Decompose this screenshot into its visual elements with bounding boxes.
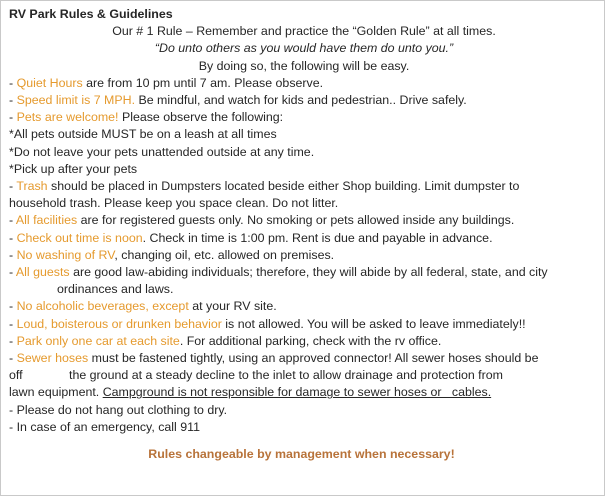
bullet-dash: - [9, 299, 17, 314]
rule-text: must be fastened tightly, using an approved connector! All sewer hoses should be [88, 351, 539, 366]
golden-rule-quote: “Do unto others as you would have them do unto you.” [154, 41, 454, 56]
pet-subrule: *Do not leave your pets unattended outside at any time. [9, 144, 315, 159]
rule-guests-continued: ordinances and laws. [57, 282, 174, 297]
rule-checkout [9, 230, 599, 247]
footer-note: Rules changeable by management when necessary! [148, 447, 455, 461]
rule-text: is not allowed. You will be asked to leave immediately!! [221, 316, 526, 331]
golden-rule-line: Our # 1 Rule – Remember and practice the “Golden Rule” at all times. [112, 24, 496, 39]
rule-sewer-hoses [9, 350, 599, 367]
rule-text: are for registered guests only. No smoking or pets allowed inside any buildings. [77, 213, 515, 228]
rule-parking [9, 333, 599, 350]
bullet-dash: - [9, 316, 17, 331]
rule-text: at your RV site. [188, 299, 277, 314]
rule-guests [9, 264, 599, 281]
bullet-dash: - [9, 265, 16, 280]
rule-highlight: Loud, boisterous or drunken behavior [16, 316, 222, 331]
bullet-dash: - [9, 75, 17, 90]
rule-highlight: All facilities [15, 213, 78, 228]
sewer-off-word: off [9, 368, 23, 383]
rule-highlight: Check out time is noon [16, 230, 143, 245]
rule-highlight: No washing of RV [16, 247, 115, 262]
rule-highlight: Pets are welcome! [16, 110, 119, 125]
rule-highlight: Trash [16, 179, 48, 194]
bullet-dash: - [9, 93, 17, 108]
rule-text: , changing oil, etc. allowed on premises. [114, 247, 335, 262]
rule-speed-limit [9, 92, 599, 109]
rule-text: . For additional parking, check with the rv office. [179, 333, 442, 348]
bullet-dash: - [9, 110, 17, 125]
rules-document [9, 6, 599, 436]
rule-text: . Check in time is 1:00 pm. Rent is due and payable in advance. [142, 230, 493, 245]
rule-highlight: No alcoholic beverages, except [16, 299, 189, 314]
rule-highlight: Park only one car at each site [16, 333, 180, 348]
sewer-liability-plain: lawn equipment. [9, 385, 103, 400]
rule-trash-continued: household trash. Please keep you space clean. Do not litter. [9, 196, 339, 211]
rule-highlight: Sewer hoses [16, 351, 89, 366]
rule-pets [9, 109, 599, 126]
rule-loud-behavior [9, 316, 599, 333]
bullet-dash: - [9, 213, 16, 228]
bullet-dash: - [9, 179, 17, 194]
bullet-dash: - [9, 230, 17, 245]
bullet-dash: - [9, 351, 17, 366]
pet-subrule: *All pets outside MUST be on a leash at all times [9, 127, 277, 142]
rule-emergency: - In case of an emergency, call 911 [9, 419, 201, 434]
document-title: RV Park Rules & Guidelines [9, 7, 173, 21]
intro-closing-line: By doing so, the following will be easy. [198, 58, 410, 73]
rule-text: are good law-abiding individuals; therefore, they will abide by all federal, state, and city [69, 265, 548, 280]
rule-sewer-continued [9, 367, 599, 384]
bullet-dash: - [9, 333, 17, 348]
bullet-dash: - [9, 247, 17, 262]
sewer-continued-text: the ground at a steady decline to the inlet to allow drainage and protection from [69, 368, 503, 383]
rule-quiet-hours [9, 75, 599, 92]
rule-trash [9, 178, 599, 195]
pet-subrule: *Pick up after your pets [9, 161, 138, 176]
rule-highlight: Speed limit is 7 MPH. [16, 93, 136, 108]
rule-highlight: All guests [15, 265, 70, 280]
rule-facilities [9, 212, 599, 229]
rule-no-washing [9, 247, 599, 264]
rule-text: Be mindful, and watch for kids and pedestrian.. Drive safely. [135, 93, 467, 108]
rule-text: should be placed in Dumpsters located beside either Shop building. Limit dumpster to [47, 179, 520, 194]
rule-highlight: Quiet Hours [16, 75, 83, 90]
rule-text: Please observe the following: [118, 110, 284, 125]
rule-sewer-liability [9, 384, 599, 401]
rule-clothing: - Please do not hang out clothing to dry. [9, 402, 228, 417]
rule-text: are from 10 pm until 7 am. Please observe. [82, 75, 324, 90]
sewer-liability-underlined: Campground is not responsible for damage to sewer hoses or cables. [102, 385, 492, 400]
rule-alcohol [9, 298, 599, 315]
